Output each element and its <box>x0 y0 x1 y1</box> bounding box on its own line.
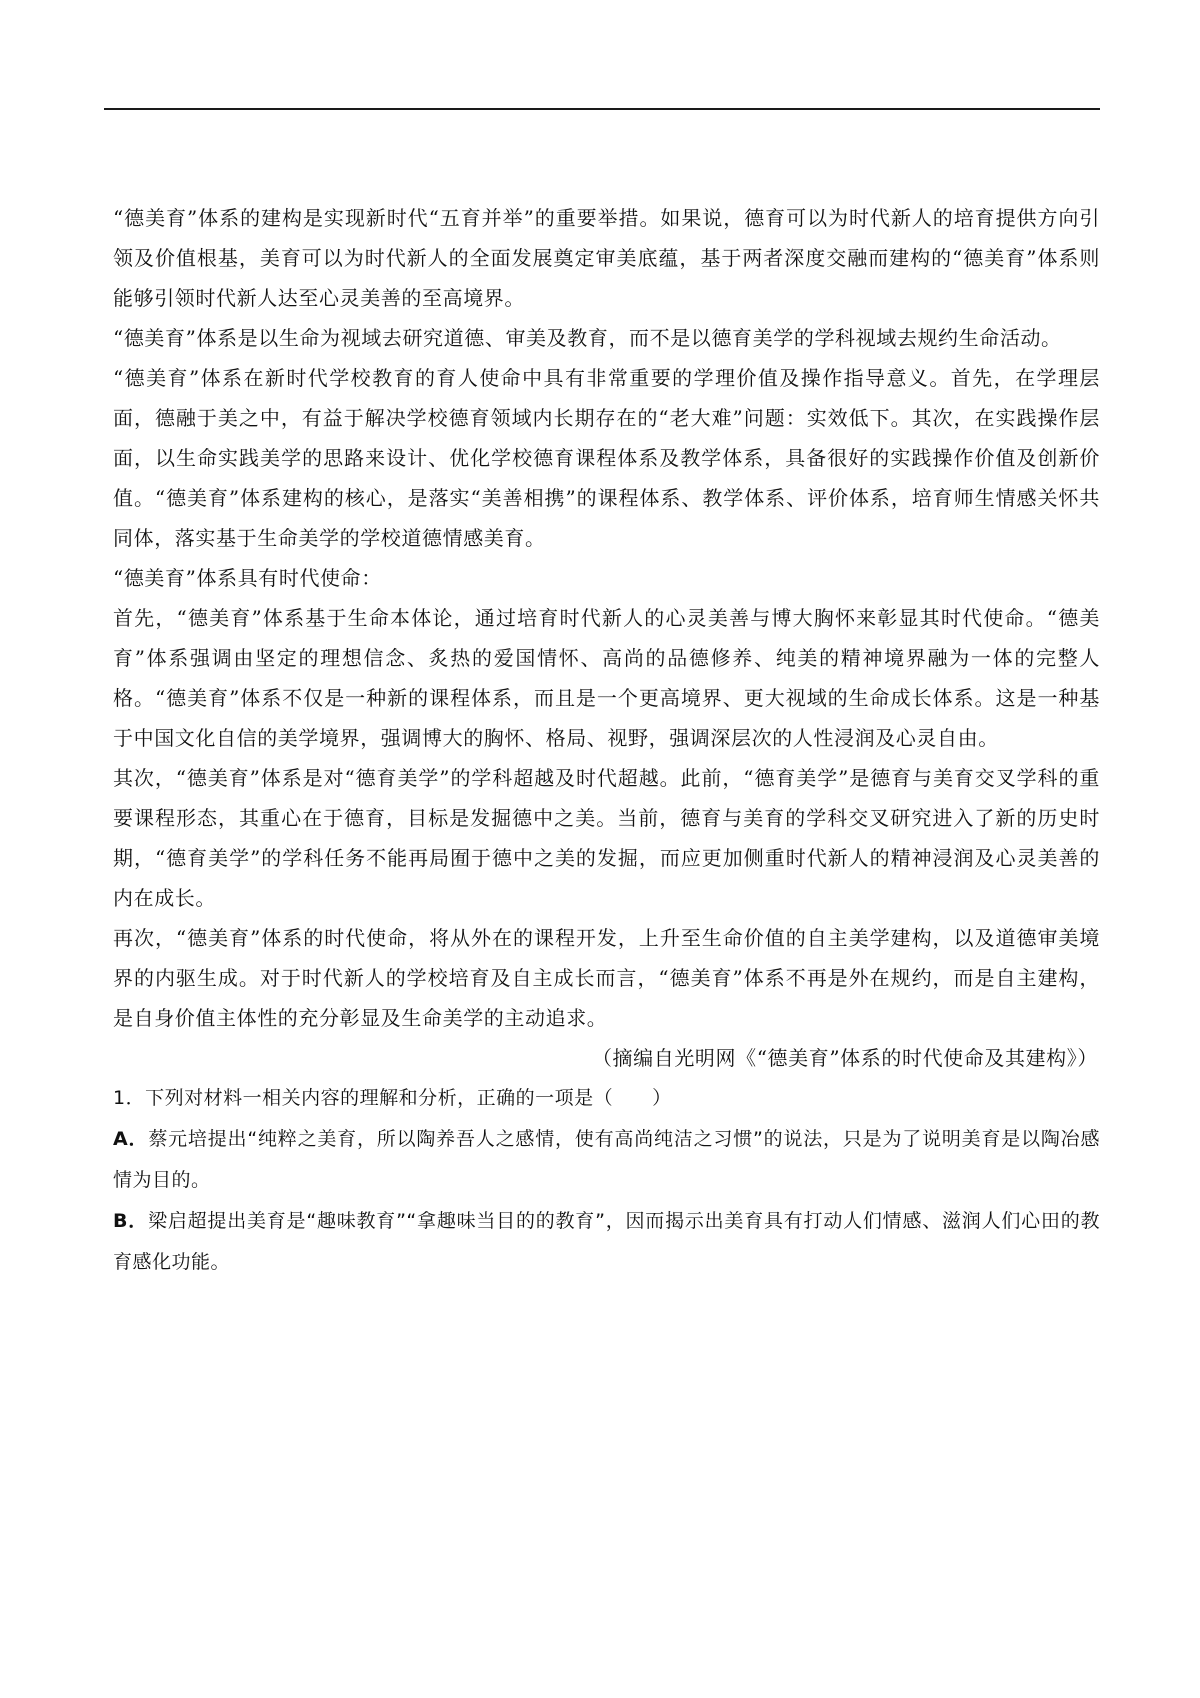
question-block <box>113 1078 1100 1283</box>
question-stem: 1．下列对材料一相关内容的理解和分析，正确的一项是（ ） <box>113 1087 672 1109</box>
paragraph-5: 首先，“德美育”体系基于生命本体论，通过培育时代新人的心灵美善与博大胸怀来彰显其时代使命。“德美育”体系强调由坚定的理想信念、炙热的爱国情怀、高尚的品德修养、纯美的精神境界融为一体的完整人格。“德美育”体系不仅是一种新的课程体系，而且是一个更高境界、更大视域的生命成长体系。这是一种基于中国文化自信的美学境界，强调博大的胸怀、格局、视野，强调深层次的人性浸润及心灵自由。 <box>113 606 1100 750</box>
paragraph-7: 再次，“德美育”体系的时代使命，将从外在的课程开发，上升至生命价值的自主美学建构，以及道德审美境界的内驱生成。对于时代新人的学校培育及自主成长而言，“德美育”体系不再是外在规约，而是自主建构，是自身价值主体性的充分彰显及生命美学的主动追求。 <box>113 926 1100 1030</box>
paragraph-6: 其次，“德美育”体系是对“德育美学”的学科超越及时代超越。此前，“德育美学”是德育与美育交叉学科的重要课程形态，其重心在于德育，目标是发掘德中之美。当前，德育与美育的学科交叉研究进入了新的历史时期，“德育美学”的学科任务不能再局囿于德中之美的发掘，而应更加侧重时代新人的精神浸润及心灵美善的内在成长。 <box>113 766 1100 910</box>
source-citation: （摘编自光明网《“德美育”体系的时代使命及其建构》） <box>591 1046 1098 1070</box>
option-b <box>113 1201 1100 1283</box>
option-b-text: 梁启超提出美育是“趣味教育”“拿趣味当目的的教育”，因而揭示出美育具有打动人们情感、滋润人们心田的教育感化功能。 <box>113 1210 1100 1273</box>
header-rule <box>104 108 1100 110</box>
paragraph-1: “德美育”体系的建构是实现新时代“五育并举”的重要举措。如果说，德育可以为时代新人的培育提供方向引领及价值根基，美育可以为时代新人的全面发展奠定审美底蕴，基于两者深度交融而建构的“德美育”体系则能够引领时代新人达至心灵美善的至高境界。 <box>113 206 1100 310</box>
option-b-label: B． <box>113 1210 149 1232</box>
paragraph-3: “德美育”体系在新时代学校教育的育人使命中具有非常重要的学理价值及操作指导意义。首先，在学理层面，德融于美之中，有益于解决学校德育领域内长期存在的“老大难”问题：实效低下。其次，在实践操作层面，以生命实践美学的思路来设计、优化学校德育课程体系及教学体系，具备很好的实践操作价值及创新价值。“德美育”体系建构的核心，是落实“美善相携”的课程体系、教学体系、评价体系，培育师生情感关怀共同体，落实基于生命美学的学校道德情感美育。 <box>113 366 1100 550</box>
option-a-text: 蔡元培提出“纯粹之美育，所以陶养吾人之感情，使有高尚纯洁之习惯”的说法，只是为了说明美育是以陶冶感情为目的。 <box>113 1128 1100 1191</box>
document-body <box>113 198 1100 1283</box>
option-a-label: A． <box>113 1128 149 1150</box>
paragraph-2: “德美育”体系是以生命为视域去研究道德、审美及教育，而不是以德育美学的学科视域去规约生命活动。 <box>113 326 1062 350</box>
paragraph-4: “德美育”体系具有时代使命： <box>113 566 382 590</box>
option-a <box>113 1119 1100 1201</box>
